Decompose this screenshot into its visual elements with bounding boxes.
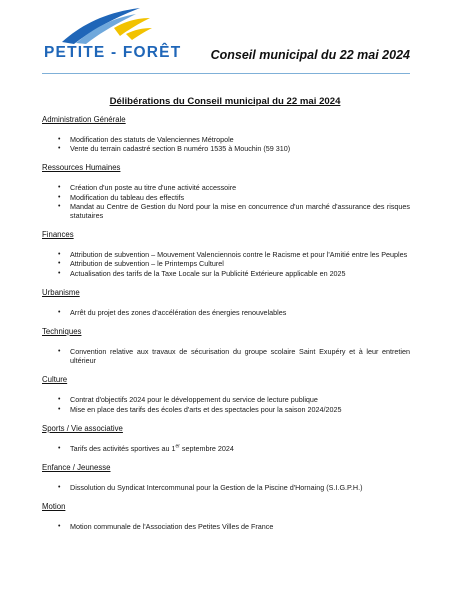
list-item-text: Contrat d'objectifs 2024 pour le développement du service de lecture publique <box>70 395 318 405</box>
section-heading: Finances <box>42 230 74 240</box>
list-item <box>42 522 410 531</box>
list-item-text: Tarifs des activités sportives au 1er septembre 2024 <box>70 443 234 453</box>
list-item <box>42 259 410 268</box>
list-item-text: Mise en place des tarifs des écoles d'arts et des spectacles pour la saison 2024/2025 <box>70 404 342 414</box>
list-item-text: Convention relative aux travaux de sécurisation du groupe scolaire Saint Exupéry et à leur entretien ultérieur <box>70 347 410 366</box>
list-item <box>42 183 410 192</box>
petite-foret-logo <box>44 6 182 62</box>
section-heading: Culture <box>42 375 68 385</box>
document-title: Délibérations du Conseil municipal du 22 mai 2024 <box>109 96 341 107</box>
list-item <box>42 269 410 278</box>
bullet-icon: • <box>58 193 61 201</box>
list-item-text: Vente du terrain cadastré section B numéro 1535 à Mouchin (59 310) <box>70 144 291 154</box>
section <box>42 374 410 422</box>
bullet-icon: • <box>58 308 61 316</box>
bullet-icon: • <box>58 136 61 143</box>
list-item <box>42 405 410 414</box>
list-item-text: Modification des statuts de Valenciennes Métropole <box>70 135 234 144</box>
item-list <box>42 385 410 422</box>
section-heading: Ressources Humaines <box>42 163 121 173</box>
header-divider <box>42 73 410 74</box>
list-item <box>42 193 410 202</box>
list-item-text: Modification du tableau des effectifs <box>70 192 185 202</box>
item-list <box>42 337 410 374</box>
list-item <box>42 250 410 259</box>
item-list <box>42 298 410 326</box>
list-item <box>42 135 410 144</box>
item-list <box>42 512 410 540</box>
item-list <box>42 125 410 162</box>
list-item-text: Dissolution du Syndicat Intercommunal pour la Gestion de la Piscine d'Hornaing (S.I.G.P.H.) <box>70 483 363 493</box>
section <box>42 462 410 501</box>
bullet-icon: • <box>58 348 61 356</box>
bullet-icon: • <box>58 251 61 259</box>
list-item <box>42 144 410 153</box>
bullet-icon: • <box>58 202 61 210</box>
item-list <box>42 240 410 287</box>
bullet-icon: • <box>58 444 61 452</box>
item-list <box>42 434 410 462</box>
logo-text: PETITE - FORÊT <box>44 44 182 61</box>
section <box>42 229 410 287</box>
section-heading: Urbanisme <box>42 287 80 297</box>
item-list <box>42 473 410 501</box>
logo-swoosh-icon <box>52 6 156 46</box>
list-item-text: Attribution de subvention – Mouvement Valenciennois contre le Racisme et pour l'Amitié entre les Peuples <box>70 250 408 260</box>
section-heading: Motion <box>42 502 66 512</box>
bullet-icon: • <box>58 523 61 531</box>
section-heading: Administration Générale <box>42 115 126 124</box>
list-item <box>42 202 410 220</box>
section <box>42 162 410 229</box>
section-heading: Enfance / Jeunesse <box>42 463 111 473</box>
section <box>42 501 410 540</box>
section <box>42 287 410 326</box>
deliberations-list <box>42 114 410 540</box>
list-item-text: Actualisation des tarifs de la Taxe Locale sur la Publicité Extérieure applicable en 2025 <box>70 268 346 278</box>
bullet-icon: • <box>58 396 61 404</box>
list-item <box>42 483 410 492</box>
section-heading: Sports / Vie associative <box>42 423 123 433</box>
section <box>42 114 410 162</box>
bullet-icon: • <box>58 405 61 413</box>
list-item-text: Mandat au Centre de Gestion du Nord pour la mise en concurrence d'un marché d'assurance des risques statutaires <box>70 201 410 221</box>
bullet-icon: • <box>58 484 61 492</box>
list-item <box>42 308 410 317</box>
section <box>42 423 410 462</box>
bullet-icon: • <box>58 269 61 277</box>
item-list <box>42 173 410 229</box>
list-item-text: Création d'un poste au titre d'une activité accessoire <box>70 183 237 193</box>
list-item <box>42 395 410 404</box>
bullet-icon: • <box>58 145 61 153</box>
list-item <box>42 444 410 453</box>
list-item-text: Attribution de subvention – le Printemps Culturel <box>70 259 224 269</box>
section-heading: Techniques <box>42 327 82 337</box>
list-item <box>42 347 410 365</box>
section <box>42 326 410 374</box>
header-title: Conseil municipal du 22 mai 2024 <box>210 48 410 62</box>
list-item-text: Arrêt du projet des zones d'accélération des énergies renouvelables <box>70 307 287 317</box>
bullet-icon: • <box>58 260 61 268</box>
list-item-text: Motion communale de l'Association des Petites Villes de France <box>70 522 274 532</box>
bullet-icon: • <box>58 184 61 192</box>
